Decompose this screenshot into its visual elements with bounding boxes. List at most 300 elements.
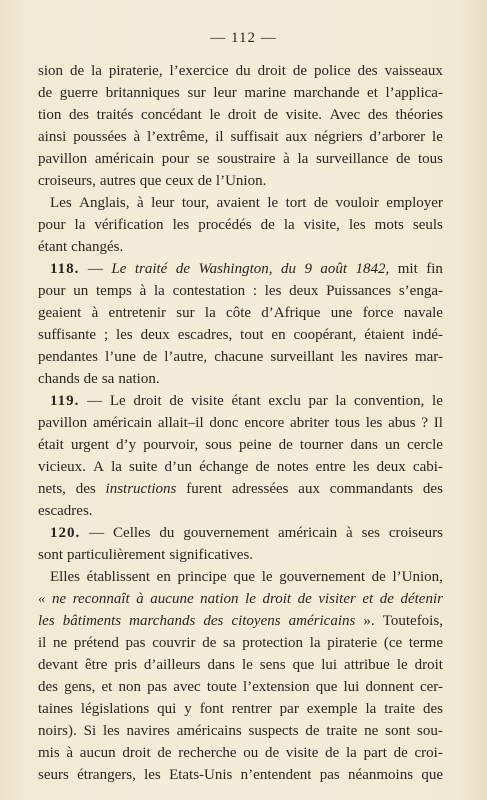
word: force (362, 305, 394, 321)
word: de (379, 591, 394, 607)
word: vaisseaux (384, 63, 443, 79)
word: d’Afrique (261, 305, 321, 321)
word: suite (129, 459, 158, 475)
word: américain (92, 415, 153, 431)
word: part (363, 745, 387, 761)
word: d’y (116, 437, 137, 453)
word: soustraire (217, 151, 276, 167)
text-line (38, 214, 443, 236)
word: urgent (70, 437, 110, 453)
word: droit (227, 107, 257, 123)
text-line (38, 566, 443, 588)
word: marchande (293, 85, 360, 101)
word: le (432, 129, 443, 145)
word: traite (326, 723, 358, 739)
word: coopérant, (293, 327, 357, 343)
word: vouloir (335, 195, 379, 211)
word: des (422, 481, 443, 497)
text-line (38, 126, 443, 148)
word: échange (199, 459, 249, 475)
word: sa (223, 635, 236, 651)
word: — (87, 261, 103, 277)
word: de (175, 261, 190, 277)
word: droit (133, 393, 162, 409)
word: tort (285, 195, 307, 211)
word: de (325, 745, 340, 761)
word: à (346, 525, 353, 541)
word: un (73, 283, 89, 299)
word: A (93, 459, 104, 475)
text-line (38, 170, 443, 192)
word: citoyens (231, 613, 281, 629)
word: de (292, 63, 308, 79)
word: mit (397, 261, 418, 277)
word: piraterie, (108, 63, 163, 79)
word: employer (386, 195, 443, 211)
word: : (252, 283, 257, 299)
word: avaient (216, 195, 260, 211)
word: pavillon (38, 151, 88, 167)
word: de (305, 723, 320, 739)
word: par (308, 393, 328, 409)
text-line (38, 654, 443, 676)
word: suffisait (230, 129, 279, 145)
word: visiter (318, 591, 356, 607)
text-line (38, 302, 443, 324)
word: traités (96, 107, 134, 123)
word: négriers (314, 129, 363, 145)
word: les (365, 415, 383, 431)
text-line (38, 280, 443, 302)
word: américains (288, 613, 356, 629)
text-line (38, 324, 443, 346)
word: pour (38, 217, 66, 233)
word: chands (38, 371, 80, 387)
word: Le (111, 261, 127, 277)
text-line (38, 258, 443, 280)
word: escadres. (38, 503, 93, 519)
text-line (38, 434, 443, 456)
word: législations (80, 701, 150, 717)
word: autres (99, 173, 136, 189)
word: 9 (304, 261, 312, 277)
word: Washington, (198, 261, 273, 277)
word: le (241, 657, 253, 673)
word: font (199, 701, 224, 717)
section-number: 119. (50, 393, 80, 409)
word: à (66, 745, 74, 761)
word: traité (134, 261, 168, 277)
word: tout (240, 327, 264, 343)
word: pour (38, 283, 66, 299)
word: et (101, 679, 113, 695)
word: Il (433, 415, 443, 431)
word: Le (109, 393, 126, 409)
word: Puissances (326, 283, 392, 299)
word: droit (122, 745, 151, 761)
text-line (38, 742, 443, 764)
word: le (267, 195, 279, 211)
word: pavillon (38, 415, 88, 431)
word: en (156, 569, 171, 585)
word: de (278, 437, 293, 453)
word: la (91, 63, 102, 79)
word: les (348, 217, 366, 233)
text-line (38, 522, 443, 544)
word: avec (173, 679, 201, 695)
word: nation. (118, 371, 160, 387)
word: il (38, 635, 47, 651)
text-line (38, 192, 443, 214)
word: que (421, 767, 443, 783)
word: que (292, 657, 315, 673)
word: traite (384, 701, 416, 717)
word: navale (403, 305, 443, 321)
word: des (75, 481, 96, 497)
word: de (83, 371, 98, 387)
word: l’extension (242, 679, 310, 695)
word: d’ailleurs (143, 657, 201, 673)
word: leur (213, 85, 237, 101)
word: encore (244, 415, 285, 431)
word: furent (186, 481, 223, 497)
word: gens, (64, 679, 96, 695)
word: reconnaît (72, 591, 130, 607)
word: entre (315, 459, 346, 475)
word: recherche (178, 745, 237, 761)
word: allait–il (157, 415, 204, 431)
word: de (169, 393, 184, 409)
word: deux (289, 283, 319, 299)
word: à (136, 195, 144, 211)
word: l’applica- (385, 85, 443, 101)
word: des (69, 107, 89, 123)
word: ? (421, 415, 429, 431)
word: geaient (38, 305, 82, 321)
word: instructions (105, 481, 177, 497)
word: commandants (329, 481, 414, 497)
word: les (102, 723, 120, 739)
word: ceux (165, 173, 194, 189)
word: détenir (400, 591, 443, 607)
word: ne (52, 591, 67, 607)
word: particulièrement (67, 547, 166, 563)
word: deux (376, 459, 406, 475)
word: les (172, 217, 190, 233)
word: sont (38, 547, 64, 563)
word: mar- (414, 349, 443, 365)
word: pas (147, 679, 168, 695)
word: chacune (214, 349, 264, 365)
word: Elles (50, 569, 80, 585)
word: devant (38, 657, 78, 673)
word: à (283, 151, 290, 167)
word: aux (298, 481, 320, 497)
word: cabi- (412, 459, 443, 475)
word: pourvoir, (143, 437, 199, 453)
word: à (136, 591, 144, 607)
word: se (196, 151, 210, 167)
word: cercle (407, 437, 443, 453)
word: couvrir (152, 635, 196, 651)
word: de (297, 591, 312, 607)
word: du (235, 63, 251, 79)
word: Les (50, 195, 72, 211)
word: de (260, 217, 275, 233)
word: tourner (299, 437, 344, 453)
word: aucune (150, 591, 194, 607)
word: les (116, 327, 133, 343)
word: sa (101, 371, 115, 387)
word: gouvernement (183, 525, 270, 541)
word: Toutefois, (382, 613, 443, 629)
word: sous (205, 437, 232, 453)
word: tion (38, 107, 62, 123)
word: nation (200, 591, 239, 607)
word: étant (38, 239, 68, 255)
word: dans (350, 437, 378, 453)
word: lui (321, 657, 338, 673)
word: droit (257, 63, 286, 79)
word: de (255, 459, 270, 475)
word: s’enga- (398, 283, 443, 299)
word: de (396, 151, 411, 167)
word: étaient (364, 327, 405, 343)
word: mots (374, 217, 404, 233)
word: étrangers, (77, 767, 136, 783)
word: des (422, 701, 443, 717)
word: les (144, 767, 161, 783)
word: sur (176, 305, 195, 321)
text-line (38, 610, 443, 632)
word: de (313, 195, 329, 211)
word: rentrer (231, 701, 272, 717)
word: marchands (129, 613, 196, 629)
text-line (38, 148, 443, 170)
word: du (159, 525, 175, 541)
text-line (38, 456, 443, 478)
word: l’Union. (215, 173, 267, 189)
word: mis (38, 745, 60, 761)
text-line (38, 412, 443, 434)
word: ses (361, 525, 380, 541)
word: visite. (285, 107, 322, 123)
word: l’autre, (164, 349, 208, 365)
word: entretenir (108, 305, 167, 321)
word: escadres, (177, 327, 233, 343)
word: n’entendent (240, 767, 312, 783)
word: aucun (79, 745, 116, 761)
section-number: 120. (50, 525, 81, 541)
word: seuls (412, 217, 443, 233)
word: terme (408, 635, 443, 651)
word: ou (243, 745, 259, 761)
word: concédant (140, 107, 202, 123)
word: de (69, 63, 85, 79)
word: vérification (94, 217, 164, 233)
word: exemple (306, 701, 358, 717)
word: Anglais, (79, 195, 130, 211)
word: gouvernement (279, 569, 365, 585)
word: significatives. (169, 547, 254, 563)
word: vicieux. (38, 459, 86, 475)
word: police (314, 63, 351, 79)
word: ; (103, 327, 109, 343)
word: théories (395, 107, 443, 123)
word: Etats-Unis (169, 767, 233, 783)
word: tous (334, 415, 360, 431)
word: temps (96, 283, 132, 299)
word: août (320, 261, 348, 277)
word: Si (83, 723, 97, 739)
word: visite (191, 393, 224, 409)
word: marine (244, 85, 287, 101)
word: le (209, 107, 221, 123)
word: changés. (71, 239, 124, 255)
word: aux (285, 129, 308, 145)
word: pris (114, 657, 137, 673)
word: navires (126, 723, 170, 739)
word: ». (363, 613, 375, 629)
word: de (263, 107, 279, 123)
word: ainsi (38, 129, 67, 145)
text-line (38, 346, 443, 368)
word: contestation (172, 283, 246, 299)
word: les (352, 459, 370, 475)
word: à (133, 129, 141, 145)
word: leur (151, 195, 175, 211)
word: l’Union, (392, 569, 443, 585)
word: adressées (231, 481, 289, 497)
word: procédés (198, 217, 252, 233)
word: nets, (38, 481, 66, 497)
word: l’une (105, 349, 136, 365)
word: deux (140, 327, 170, 343)
word: côte (226, 305, 252, 321)
word: britanniques (105, 85, 180, 101)
word: il (215, 129, 224, 145)
word: sur (187, 85, 206, 101)
word: pas (125, 635, 146, 651)
word: tour, (181, 195, 210, 211)
word: sou- (417, 723, 443, 739)
word: de (393, 745, 408, 761)
word: à (139, 283, 147, 299)
word: être (84, 657, 108, 673)
word: protection (242, 635, 304, 651)
word: Celles (113, 525, 151, 541)
word: bâtiments (62, 613, 122, 629)
word: sion (38, 63, 64, 79)
word: de (265, 745, 280, 761)
word: droit (262, 591, 292, 607)
word: en (271, 327, 286, 343)
word: pas (319, 767, 340, 783)
text-line (38, 588, 443, 610)
word: « (38, 591, 46, 607)
word: l’exercice (169, 63, 229, 79)
text-line (38, 720, 443, 742)
word: des (357, 63, 378, 79)
word: suffisante (38, 327, 97, 343)
word: ne (53, 635, 68, 651)
word: de (38, 85, 53, 101)
text-line (38, 104, 443, 126)
word: pendantes (38, 349, 98, 365)
text-line (38, 478, 443, 500)
word: — (87, 393, 103, 409)
word: le (245, 591, 256, 607)
word: la (74, 217, 86, 233)
word: principe (177, 569, 227, 585)
text-line (38, 368, 443, 390)
word: piraterie (327, 635, 378, 651)
word: indé- (412, 327, 443, 343)
word: poussées (73, 129, 127, 145)
word: à (91, 305, 99, 321)
word: (ce (383, 635, 403, 651)
word: d’arborer (369, 129, 426, 145)
text-line (38, 390, 443, 412)
body-text (38, 60, 443, 786)
word: pour (161, 151, 190, 167)
word: abriter (290, 415, 330, 431)
section-number: 118. (50, 261, 80, 277)
word: exclu (268, 393, 301, 409)
text-line (38, 236, 443, 258)
text-line (38, 764, 443, 786)
word: suspects (248, 723, 299, 739)
word: seurs (38, 767, 69, 783)
text-line (38, 60, 443, 82)
word: la (309, 635, 321, 651)
word: le (261, 569, 273, 585)
word: la (346, 745, 357, 761)
word: guerre (59, 85, 99, 101)
word: tous (417, 151, 443, 167)
word: un (385, 437, 400, 453)
word: qui (157, 701, 177, 717)
word: le (432, 393, 443, 409)
word: attribue (344, 657, 390, 673)
word: — (89, 525, 105, 541)
word: des (203, 613, 224, 629)
word: les (340, 349, 358, 365)
word: que (139, 173, 162, 189)
word: droit (414, 657, 443, 673)
word: surveillance (315, 151, 389, 167)
word: une (330, 305, 353, 321)
word: et (362, 591, 374, 607)
text-line (38, 82, 443, 104)
word: toute (206, 679, 237, 695)
word: la (204, 305, 216, 321)
word: le (396, 657, 408, 673)
word: la (283, 217, 295, 233)
word: croiseurs (388, 525, 443, 541)
word: les (264, 283, 282, 299)
word: croi- (414, 745, 443, 761)
word: de (202, 635, 217, 651)
word: établissent (86, 569, 150, 585)
word: sens (259, 657, 286, 673)
word: Avec (329, 107, 361, 123)
text-line (38, 632, 443, 654)
word: de (157, 745, 172, 761)
word: croiseurs, (38, 173, 96, 189)
text-line (38, 676, 443, 698)
word: prétend (73, 635, 119, 651)
